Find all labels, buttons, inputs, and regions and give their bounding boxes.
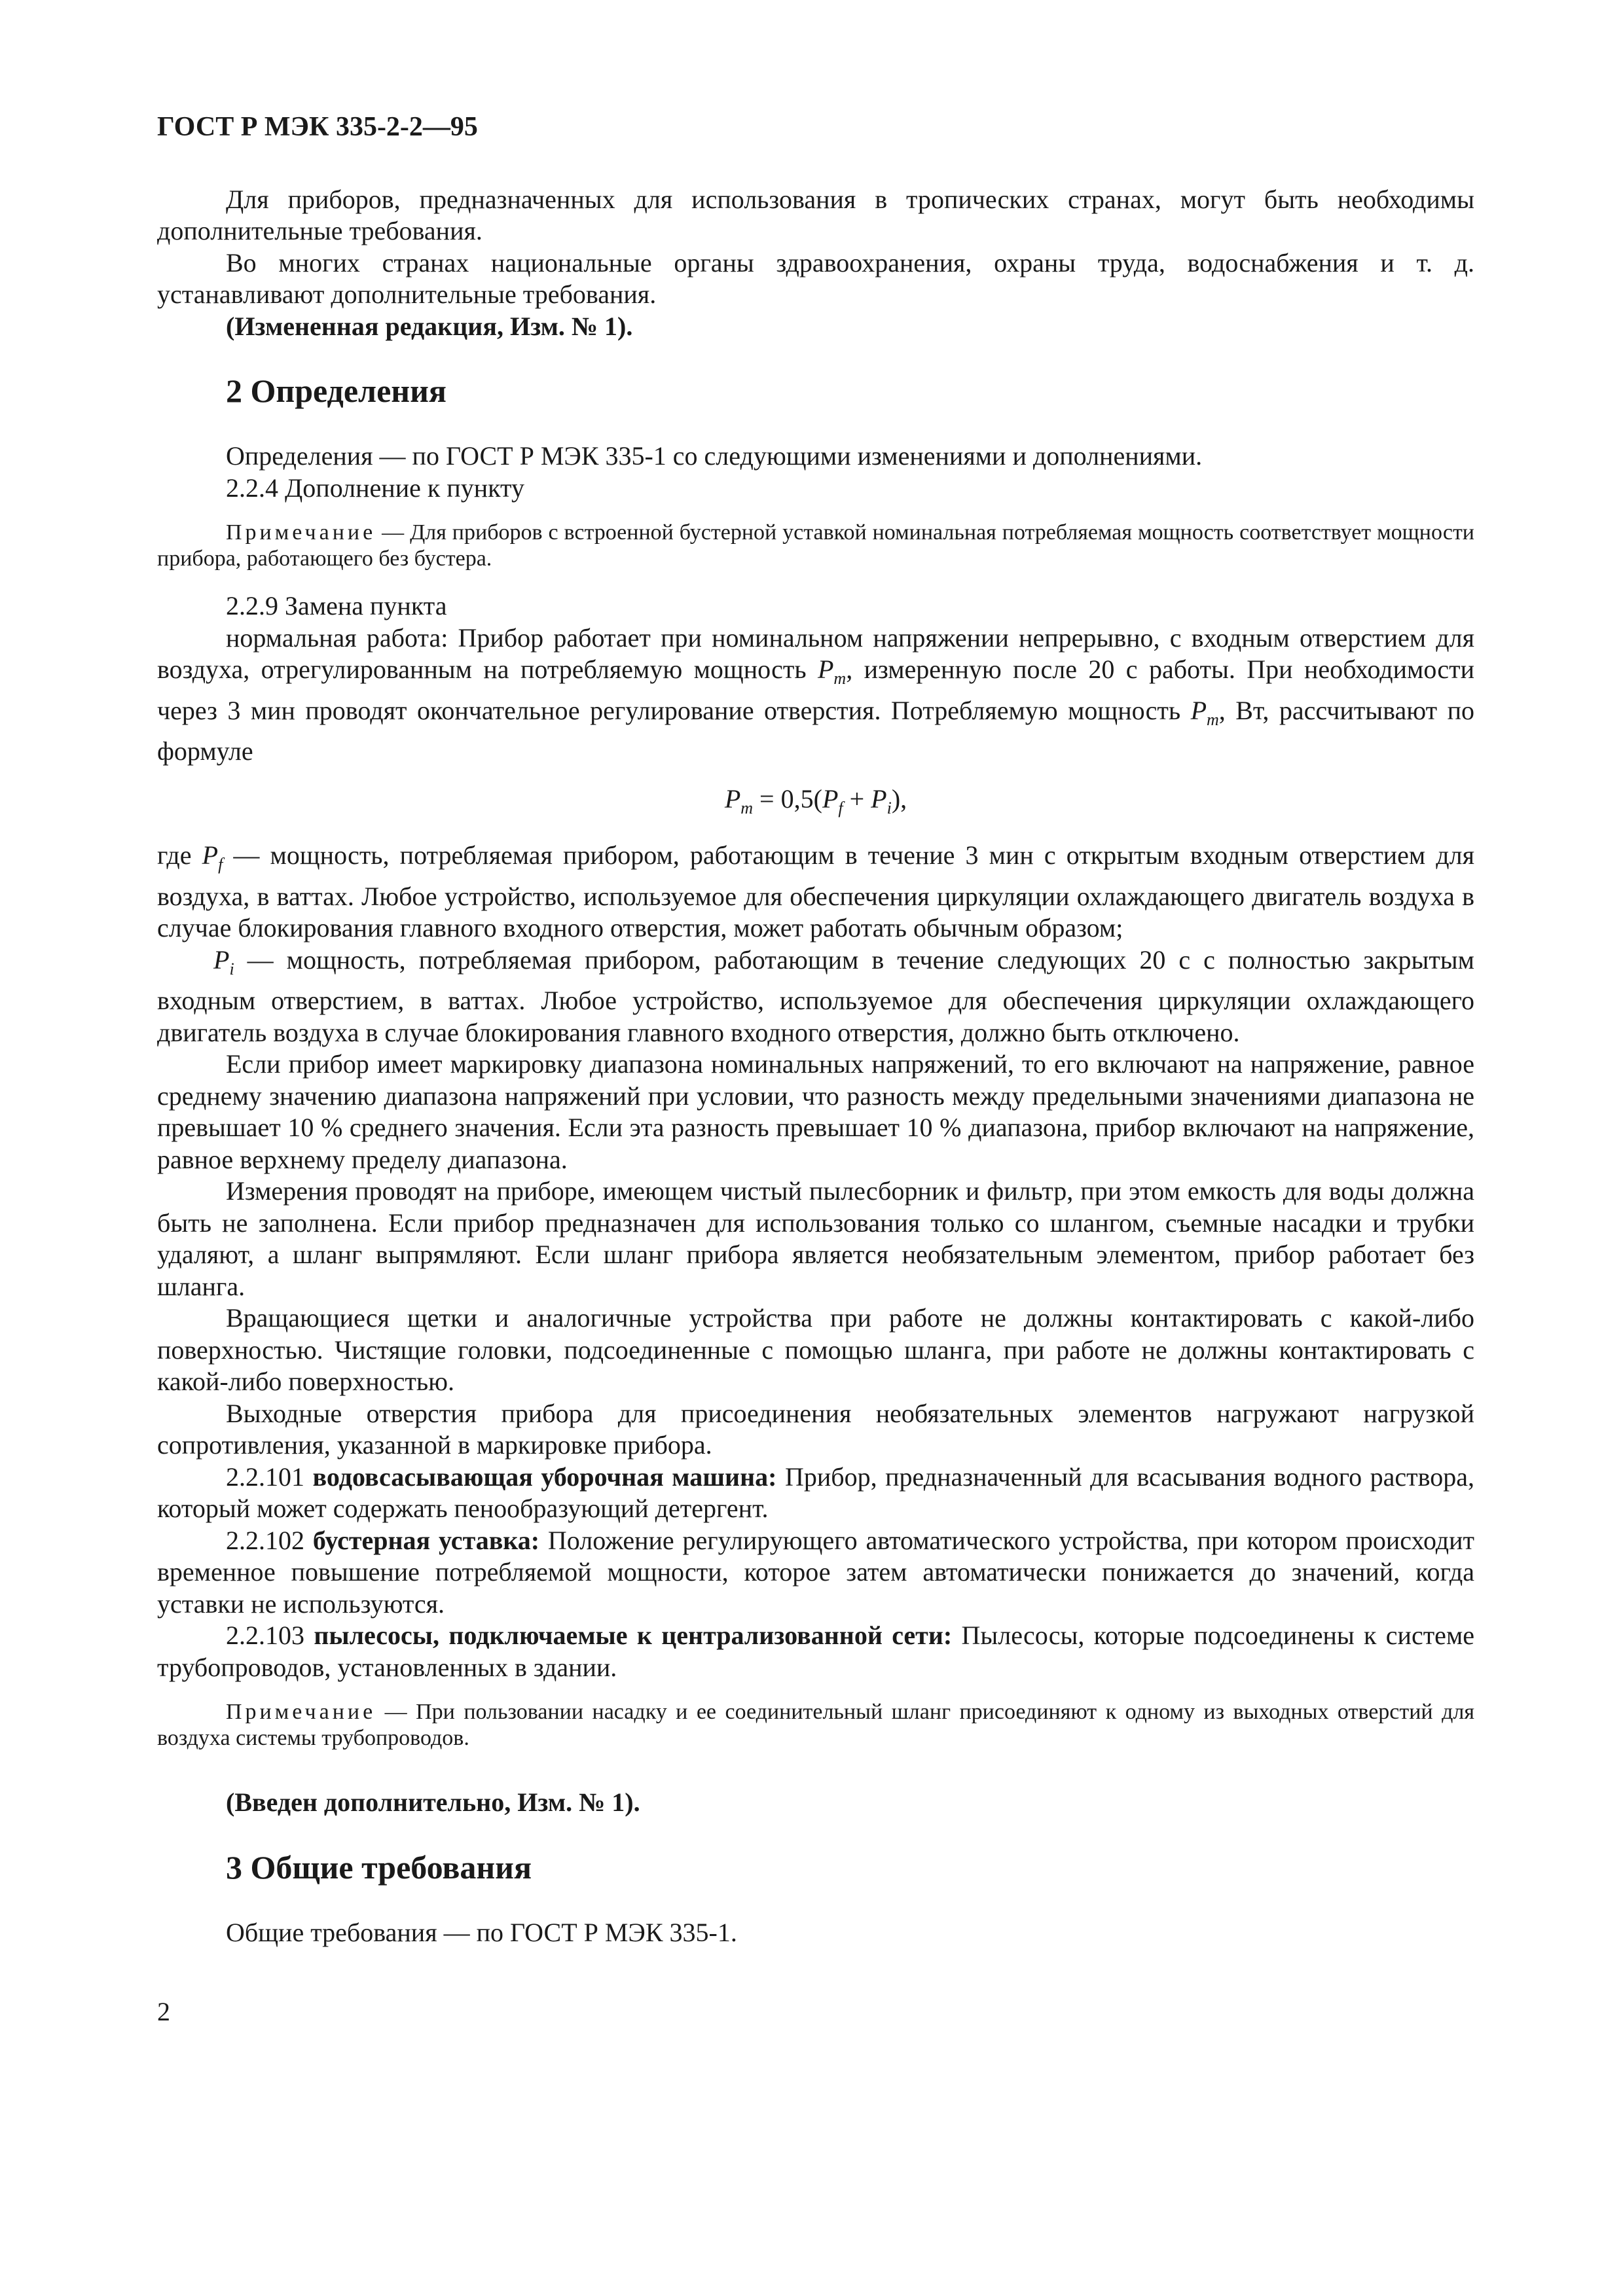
section-3-title: 3 Общие требования xyxy=(226,1848,532,1886)
document-page xyxy=(157,111,1474,1948)
clause-2-2-103: 2.2.103 пылесосы, подключаемые к централизованной сети: Пылесосы, которые подсоединены к системе трубопроводов, установленных в здании. xyxy=(157,1621,1475,1682)
clause-2-2-102: 2.2.102 бустерная уставка: Положение регулирующего автоматического устройства, при котором происходит временное повышение потребляемой мощности, которое затем автоматически понижается до значений, когда уставки не используются. xyxy=(157,1525,1475,1619)
page-number: 2 xyxy=(157,1997,170,2026)
general-requirements-paragraph: Общие требования — по ГОСТ Р МЭК 335-1. xyxy=(226,1917,737,1947)
note-label: Примечание xyxy=(226,1700,376,1724)
clause-2-2-4: 2.2.4 Дополнение к пункту xyxy=(226,473,524,503)
note-text: — При пользовании насадку и ее соединительный шланг присоединяют к одному из выходных отверстий для воздуха системы трубопроводов. xyxy=(157,1700,1474,1750)
definition-pf: где $P_f$ — мощность, потребляемая прибором, работающим в течение 3 мин с открытым входным отверстием для воздуха, в ваттах. Любое устройство, используемое для обеспечения циркуляции охлаждающего двигатель воздуха в случае блокирования главного входного отверстия, может работать обычным образом; xyxy=(157,840,1474,942)
clause-2-2-101: 2.2.101 водовсасывающая уборочная машина: Прибор, предназначенный для всасывания водного раствора, который может содержать пенообразующий детергент. xyxy=(157,1462,1474,1523)
intro-paragraph-1: Для приборов, предназначенных для использования в тропических странах, могут быть необходимы дополнительные требования. xyxy=(157,184,1474,245)
clause-2-2-9: 2.2.9 Замена пункта xyxy=(226,591,447,620)
brushes-paragraph: Вращающиеся щетки и аналогичные устройства при работе не должны контактировать с какой-либо поверхностью. Чистящие головки, подсоединенные с помощью шланга, при работе не должны контактировать с какой-либо поверхностью. xyxy=(157,1303,1474,1396)
intro-paragraph-2: Во многих странах национальные органы здравоохранения, охраны труда, водоснабжения и т. д. устанавливают дополнительные требования. xyxy=(157,247,1474,309)
definitions-paragraph: Определения — по ГОСТ Р МЭК 335-1 со следующими изменениями и дополнениями. xyxy=(226,441,1203,471)
note-2 xyxy=(157,1699,1474,1751)
section-2-title: 2 Определения xyxy=(226,372,447,409)
amendment-note-2: (Введен дополнительно, Изм. № 1). xyxy=(226,1787,640,1817)
note-1 xyxy=(157,520,1474,572)
power-formula: $P_m = 0,5(P_f + P_i)$, xyxy=(724,783,907,817)
definition-pi: $P_i$ — мощность, потребляемая прибором, работающим в течение следующих 20 с с полностью закрытым входным отверстием, в ваттах. Любое устройство, используемое для обеспечения циркуляции охлаждающего двигатель воздуха в случае блокирования главного входного отверстия, должно быть отключено. xyxy=(157,944,1474,1047)
voltage-range-paragraph: Если прибор имеет маркировку диапазона номинальных напряжений, то его включают на напряжение, равное среднему значению диапазона напряжений при условии, что разность между предельными значениями диапазона не превышает 10 % среднего значения. Если эта разность превышает 10 % диапазона, прибор включают на напряжение, равное верхнему пределу диапазона. xyxy=(157,1049,1474,1174)
normal-operation-paragraph: нормальная работа: Прибор работает при номинальном напряжении непрерывно, с входным отверстием для воздуха, отрегулированным на потребляемую мощность $P_m$, измеренную после 20 с работы. При необходимости через 3 мин проводят окончательное регулирование отверстия. Потребляемую мощность $P_m$, Вт, рассчитывают по формуле xyxy=(157,622,1474,766)
outlets-paragraph: Выходные отверстия прибора для присоединения необязательных элементов нагружают нагрузкой сопротивления, указанной в маркировке прибора. xyxy=(157,1398,1474,1460)
measurement-paragraph: Измерения проводят на приборе, имеющем чистый пылесборник и фильтр, при этом емкость для воды должна быть не заполнена. Если прибор предназначен для использования только со шлангом, съемные насадки и трубки удаляют, а шланг выпрямляют. Если шланг прибора является необязательным элементом, прибор работает без шланга. xyxy=(157,1176,1474,1301)
note-label: Примечание xyxy=(226,520,376,545)
spacer xyxy=(157,1770,1474,1787)
amendment-note: (Измененная редакция, Изм. № 1). xyxy=(226,311,633,341)
document-id: ГОСТ Р МЭК 335-2-2—95 xyxy=(157,112,478,142)
note-text: — Для приборов с встроенной бустерной уставкой номинальная потребляемая мощность соответствует мощности прибора, работающего без бустера. xyxy=(157,520,1474,571)
